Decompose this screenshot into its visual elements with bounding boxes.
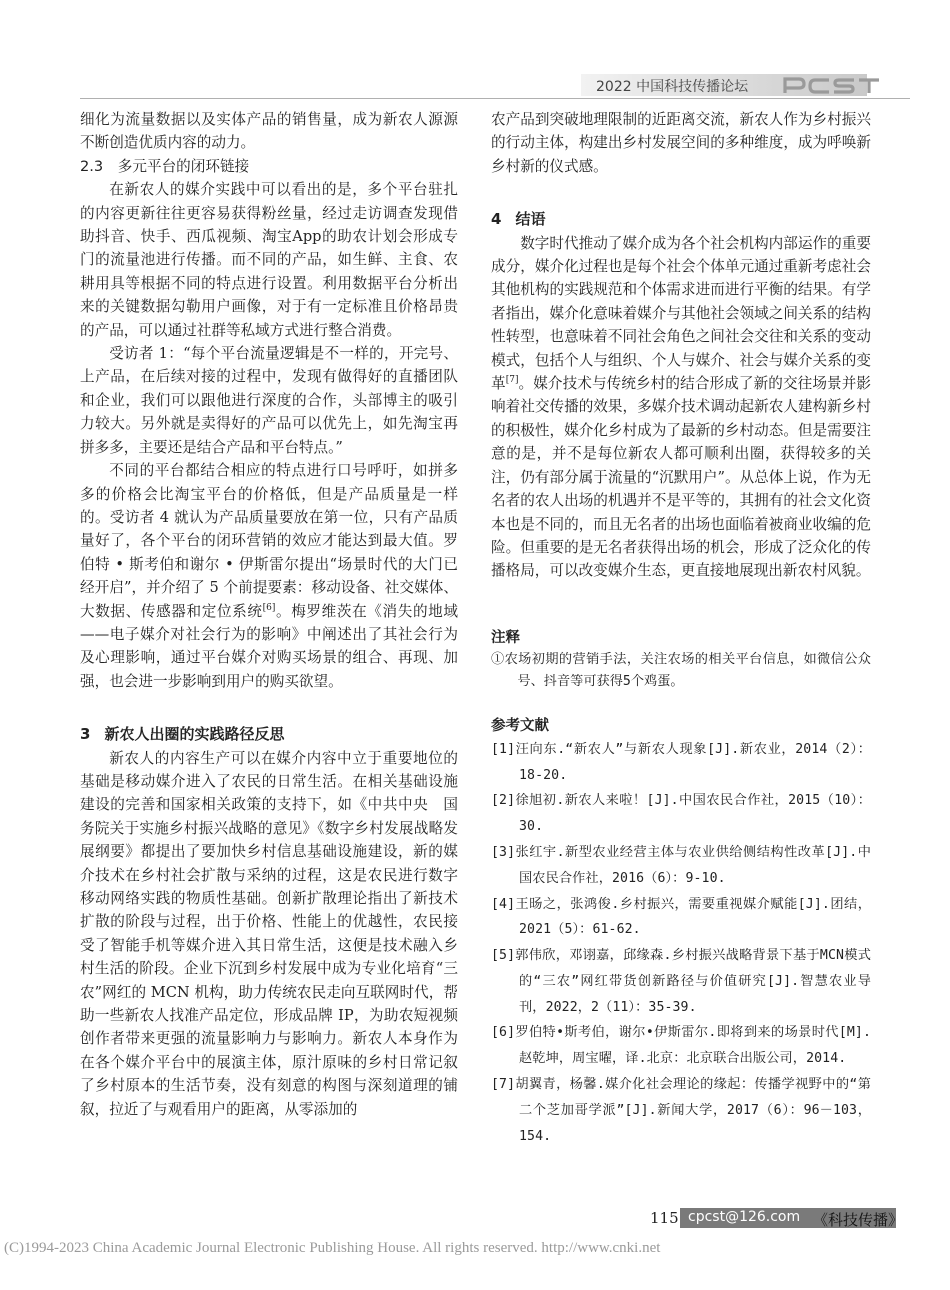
section-heading-4: [491, 208, 871, 231]
paragraph: 新农人的内容生产可以在媒介内容中立于重要地位的基础是移动媒介进入了农民的日常生活。在相关基础设施建设的完善和国家相关政策的支持下，如《中共中央 国务院关于实施乡村振兴战略的意见》《数字乡村发展战略发展纲要》都提出了要加快乡村信息基础设施建设，新的媒介技术在乡村社会扩散与采纳的过程，这是农民进行数字移动网络实践的物质性基础。创新扩散理论指出了新技术扩散的阶段与过程，出于价格、性能上的优越性，农民接受了智能手机等媒介进入其日常生活，这便是技术融入乡村生活的阶段。企业下沉到乡村发展中成为专业化培育“三农”网红的 MCN 机构，助力传统农民走向互联网时代，帮助一些新农人找准产品定位，形成品牌 IP，为助农短视频创作者带来更强的流量影响力与影响力。新农人本身作为在各个媒介平台中的展演主体，原汁原味的乡村日常记叙了乡村原本的生活节奏，没有刻意的构图与深刻道理的铺叙，拉近了与观看用户的距离，从零添加的: [80, 749, 458, 1118]
section-number: 4: [491, 210, 502, 229]
paragraph: [80, 459, 458, 693]
text: 不同的平台都结合相应的特点进行口号呼吁，如拼多多的价格会比淘宝平台的价格低，但是产品质量是一样的。受访者 4 就认为产品质量要放在第一位，只有产品质量好了，各个平台的闭环营销的效应才能达到最大值。罗伯特 • 斯考伯和谢尔 • 伊斯雷尔提出“场景时代的大门已经开启”，并介绍了 5 个前提要素：移动设备、社交媒体、大数据、传感器和定位系统: [80, 462, 458, 620]
reference-item: [4]王旸之，张鸿俊.乡村振兴，需要重视媒介赋能[J].团结，2021（5）：61-62.: [491, 896, 871, 938]
references-title: 参考文献: [491, 717, 549, 734]
forum-title: 2022 中国科技传播论坛: [596, 79, 749, 95]
header-rule: [80, 98, 910, 99]
text: 数字时代推动了媒介成为各个社会机构内部运作的重要成分，媒介化过程也是每个社会个体单元通过重新考虑社会其他机构的实践规范和个体需求进而进行平衡的结果。有学者指出，媒介化意味着媒介与其他社会领域之间关系的结构性转型，也意味着不同社会角色之间社会交往和关系的变动模式，包括个人与组织、个人与媒介、社会与媒介关系的变革: [491, 234, 871, 393]
citation: [7]: [505, 375, 519, 386]
paragraph: 农产品到突破地理限制的近距离交流，新农人作为乡村振兴的行动主体，构建出乡村发展空间的多种维度，成为呼唤新乡村新的仪式感。: [491, 111, 871, 175]
paragraph: 细化为流量数据以及实体产品的销售量，成为新农人源源不断创造优质内容的动力。: [80, 111, 458, 152]
page-number: 115: [650, 1209, 679, 1227]
notes-title: 注释: [491, 629, 520, 646]
page-header: [581, 74, 910, 98]
pcst-logo-icon: [781, 74, 911, 96]
citation: [6]: [262, 602, 276, 613]
reference-item: [3]张红宇.新型农业经营主体与农业供给侧结构性改革[J].中国农民合作社，2016（6）：9-10.: [491, 844, 871, 886]
reference-item: [6]罗伯特•斯考伯，谢尔•伊斯雷尔.即将到来的场景时代[M].赵乾坤，周宝曜，译.北京：北京联合出版公司，2014.: [491, 1025, 871, 1067]
section-heading-2-3: 2.3 多元平台的闭环链接: [80, 157, 250, 175]
left-column: [80, 108, 458, 1121]
reference-item: [7]胡翼青，杨馨.媒介化社会理论的缘起：传播学视野中的“第二个芝加哥学派”[J].新闻大学，2017（6）：96－103，154.: [491, 1077, 871, 1144]
paragraph: 受访者 1：“每个平台流量逻辑是不一样的，开完号、上产品，在后续对接的过程中，发现有做得好的直播团队和企业，我们可以跟他进行深度的合作，头部博主的吸引力较大。另外就是卖得好的产品可以优先上，如先淘宝再拼多多，主要还是结合产品和平台特点。”: [80, 345, 458, 456]
journal-name: 《科技传播》: [813, 1211, 904, 1229]
copyright-line: (C)1994-2023 China Academic Journal Electronic Publishing House. All rights reserved. http://www.cnki.net: [4, 1240, 661, 1256]
reference-item: [2]徐旭初.新农人来啦！[J].中国农民合作社，2015（10）：30.: [491, 793, 871, 835]
paragraph: [491, 232, 871, 583]
page-footer: [80, 1206, 910, 1230]
section-title: 新农人出圈的实践路径反思: [104, 725, 285, 744]
right-column: [491, 108, 871, 1149]
reference-item: [5]郭伟欣，邓诩嘉，邱缘森.乡村振兴战略背景下基于MCN模式的“三农”网红带货创新路径与价值研究[J].智慧农业导刊，2022，2（11）：35-39.: [491, 948, 871, 1015]
email-address: cpcst@126.com: [688, 1209, 801, 1225]
section-heading-3: [80, 723, 458, 746]
section-title: 结语: [515, 210, 546, 229]
text: 。梅罗维茨在《消失的地域——电子媒介对社会行为的影响》中阐述出了其社会行为及心理影响，通过平台媒介对购买场景的组合、再现、加强，也会进一步影响到用户的购买欲望。: [80, 602, 458, 690]
note-item: ①农场初期的营销手法，关注农场的相关平台信息，如微信公众号、抖音等可获得5个鸡蛋。: [491, 651, 871, 689]
text: 。媒介技术与传统乡村的结合形成了新的交往场景并影响着社交传播的效果，多媒介技术调动起新农人建构新乡村的积极性，媒介化乡村成为了最新的乡村动态。但是需要注意的是，并不是每位新农人都可顺利出圈，获得较多的关注，仍有部分属于流量的“沉默用户”。从总体上说，作为无名者的农人出场的机遇并不是平等的，其拥有的社会文化资本也是不同的，而且无名者的出场也面临着被商业收编的危险。但重要的是无名者获得出场的机会，形成了泛众化的传播格局，可以改变媒介生态，更直接地展现出新农村风貌。: [491, 375, 871, 580]
reference-item: [1]汪向东.“新农人”与新农人现象[J].新农业，2014（2）：18-20.: [491, 741, 871, 783]
section-number: 3: [80, 725, 91, 744]
paragraph: 在新农人的媒介实践中可以看出的是，多个平台驻扎的内容更新往往更容易获得粉丝量，经过走访调查发现借助抖音、快手、西瓜视频、淘宝App的助农计划会形成专门的流量池进行传播。而不同的产品，如生鲜、主食、农耕用具等根据不同的特点进行设置。利用数据平台分析出来的关键数据勾勒用户画像，对于有一定标准且价格昂贵的产品，可以通过社群等私域方式进行整合消费。: [80, 181, 458, 339]
